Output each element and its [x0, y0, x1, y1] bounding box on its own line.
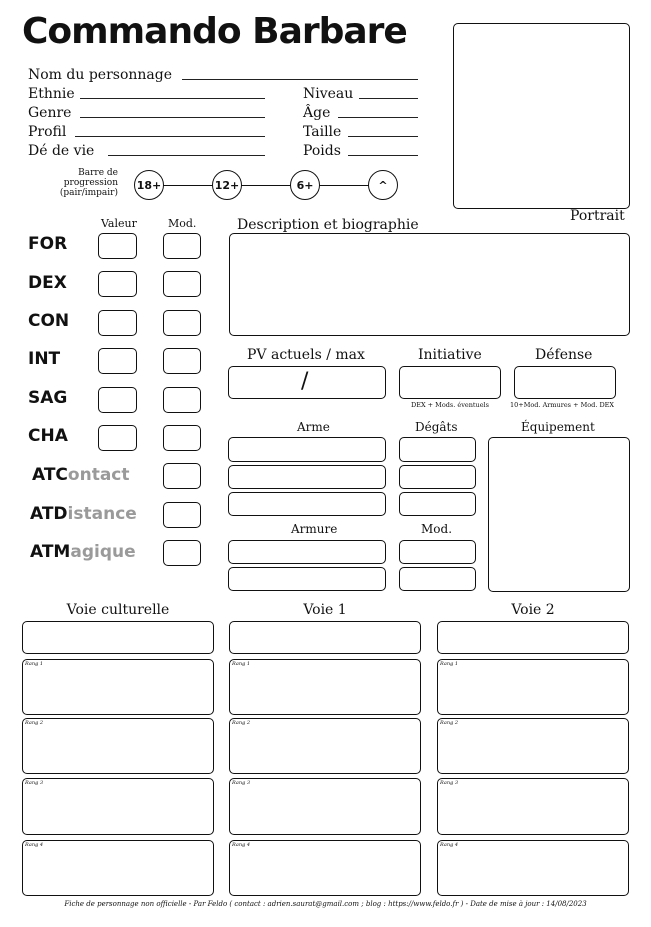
- field-line-niveau[interactable]: [359, 98, 418, 99]
- field-line-poids[interactable]: [348, 155, 418, 156]
- stat-value-cha[interactable]: [98, 425, 137, 451]
- attack-label-distance: [30, 506, 137, 523]
- stat-mod-cha[interactable]: [163, 425, 201, 451]
- field-label-niveau: Niveau: [303, 86, 354, 102]
- degats-label: Dégâts: [415, 420, 458, 434]
- initiative-box[interactable]: [399, 366, 501, 399]
- attack-magique-prefix: ATM: [30, 542, 71, 562]
- attack-label-magique: [30, 544, 136, 561]
- field-label-nom: Nom du personnage: [28, 67, 173, 83]
- pv-separator: /: [301, 369, 309, 394]
- attack-magique-suffix: agique: [70, 542, 136, 562]
- armure-mod-slot-1[interactable]: [399, 540, 476, 564]
- stat-mod-for[interactable]: [163, 233, 201, 259]
- initiative-label: Initiative: [418, 347, 482, 363]
- progression-label-line1: Barre de: [78, 168, 118, 178]
- voie-1-rang-2-label: Rang 2: [232, 720, 251, 726]
- stat-mod-int[interactable]: [163, 348, 201, 374]
- progression-label-line2: progression: [63, 178, 118, 188]
- stat-mod-con[interactable]: [163, 310, 201, 336]
- voie-culturelle-label: Voie culturelle: [66, 602, 170, 618]
- stat-mod-sag[interactable]: [163, 387, 201, 413]
- initiative-note: DEX + Mods. éventuels: [411, 401, 489, 409]
- field-line-nom[interactable]: [182, 79, 418, 80]
- stat-mod-dex[interactable]: [163, 271, 201, 297]
- portrait-box[interactable]: [453, 23, 630, 209]
- equipement-label: Équipement: [521, 420, 595, 434]
- field-line-genre[interactable]: [80, 117, 265, 118]
- attack-distance-suffix: istance: [67, 504, 137, 524]
- defense-box[interactable]: [514, 366, 616, 399]
- arme-slot-2[interactable]: [228, 465, 386, 489]
- voie-2-rang-3-label: Rang 3: [440, 780, 459, 786]
- field-label-de-de-vie: Dé de vie: [28, 143, 95, 159]
- defense-note: 10+Mod. Armures + Mod. DEX: [510, 401, 615, 409]
- voie-culturelle-rang-2[interactable]: [22, 718, 214, 774]
- voie-2-rang-1-label: Rang 1: [440, 661, 459, 667]
- voie-1-rang-4[interactable]: [229, 840, 421, 896]
- stat-header-mod: Mod.: [168, 217, 197, 230]
- defense-label: Défense: [535, 347, 593, 363]
- voie-culturelle-rang-3-label: Rang 3: [25, 780, 44, 786]
- voie-culturelle-rang-4[interactable]: [22, 840, 214, 896]
- field-line-taille[interactable]: [348, 136, 418, 137]
- field-line-age[interactable]: [338, 117, 418, 118]
- sheet-title: Commando Barbare: [22, 11, 407, 52]
- attack-label-contact: [32, 467, 130, 484]
- voie-2-label: Voie 2: [511, 602, 555, 618]
- progression-label: [44, 168, 118, 198]
- voie-culturelle-rang-3[interactable]: [22, 778, 214, 835]
- arme-label: Arme: [297, 420, 330, 434]
- field-label-genre: Genre: [28, 105, 72, 121]
- attack-distance-prefix: ATD: [30, 504, 68, 524]
- field-label-ethnie: Ethnie: [28, 86, 75, 102]
- field-line-de-de-vie[interactable]: [108, 155, 265, 156]
- voie-2-name[interactable]: [437, 621, 629, 654]
- degats-slot-1[interactable]: [399, 437, 476, 462]
- description-label: Description et biographie: [237, 217, 419, 233]
- voie-1-rang-3[interactable]: [229, 778, 421, 835]
- attack-contact-box[interactable]: [163, 463, 201, 489]
- voie-1-rang-4-label: Rang 4: [232, 842, 251, 848]
- voie-2-rang-4-label: Rang 4: [440, 842, 459, 848]
- field-label-poids: Poids: [303, 143, 341, 159]
- progression-step-18[interactable]: 18+: [134, 170, 164, 200]
- voie-1-label: Voie 1: [303, 602, 347, 618]
- armure-slot-1[interactable]: [228, 540, 386, 564]
- equipement-box[interactable]: [488, 437, 630, 592]
- pv-label: PV actuels / max: [247, 347, 365, 363]
- voie-culturelle-rang-1-label: Rang 1: [25, 661, 44, 667]
- stat-header-valeur: Valeur: [101, 217, 137, 230]
- voie-2-rang-3[interactable]: [437, 778, 629, 835]
- voie-2-rang-4[interactable]: [437, 840, 629, 896]
- armure-label: Armure: [291, 522, 338, 536]
- voie-1-name[interactable]: [229, 621, 421, 654]
- attack-contact-suffix: ontact: [67, 465, 130, 485]
- degats-slot-2[interactable]: [399, 465, 476, 489]
- field-line-ethnie[interactable]: [80, 98, 265, 99]
- footer-credits: Fiche de personnage non officielle - Par Feldo ( contact : adrien.saurat@gmail.com ; blog : https://www.feldo.fr ) - Date de mise à jour : 14/08/2023: [64, 900, 587, 908]
- progression-step-6[interactable]: 6+: [290, 170, 320, 200]
- field-label-profil: Profil: [28, 124, 67, 140]
- voie-1-rang-1-label: Rang 1: [232, 661, 251, 667]
- stat-value-int[interactable]: [98, 348, 137, 374]
- arme-slot-3[interactable]: [228, 492, 386, 516]
- attack-contact-prefix: ATC: [32, 465, 68, 485]
- stat-value-sag[interactable]: [98, 387, 137, 413]
- voie-culturelle-rang-1[interactable]: [22, 659, 214, 715]
- stat-value-for[interactable]: [98, 233, 137, 259]
- field-label-age: Âge: [303, 105, 331, 121]
- voie-culturelle-name[interactable]: [22, 621, 214, 654]
- field-label-taille: Taille: [303, 124, 342, 140]
- stat-label-sag: SAG: [28, 388, 68, 408]
- stat-label-dex: DEX: [28, 273, 67, 293]
- voie-1-rang-2[interactable]: [229, 718, 421, 774]
- description-box[interactable]: [229, 233, 630, 336]
- field-line-profil[interactable]: [75, 136, 265, 137]
- progression-step-12[interactable]: 12+: [212, 170, 242, 200]
- degats-slot-3[interactable]: [399, 492, 476, 516]
- armure-mod-slot-2[interactable]: [399, 567, 476, 591]
- voie-culturelle-rang-2-label: Rang 2: [25, 720, 44, 726]
- armure-slot-2[interactable]: [228, 567, 386, 591]
- portrait-label: Portrait: [570, 208, 625, 224]
- progression-track: [149, 185, 384, 186]
- voie-1-rang-1[interactable]: [229, 659, 421, 715]
- stat-label-int: INT: [28, 349, 61, 369]
- stat-value-con[interactable]: [98, 310, 137, 336]
- stat-label-for: FOR: [28, 234, 68, 254]
- armure-mod-label: Mod.: [421, 522, 453, 536]
- voie-culturelle-rang-4-label: Rang 4: [25, 842, 44, 848]
- voie-2-rang-1[interactable]: [437, 659, 629, 715]
- progression-label-line3: (pair/impair): [59, 188, 118, 198]
- attack-distance-box[interactable]: [163, 502, 201, 528]
- stat-value-dex[interactable]: [98, 271, 137, 297]
- arme-slot-1[interactable]: [228, 437, 386, 462]
- stat-label-cha: CHA: [28, 426, 68, 446]
- voie-2-rang-2[interactable]: [437, 718, 629, 774]
- attack-magique-box[interactable]: [163, 540, 201, 566]
- progression-step-up[interactable]: ^: [368, 170, 398, 200]
- stat-label-con: CON: [28, 311, 70, 331]
- voie-1-rang-3-label: Rang 3: [232, 780, 251, 786]
- voie-2-rang-2-label: Rang 2: [440, 720, 459, 726]
